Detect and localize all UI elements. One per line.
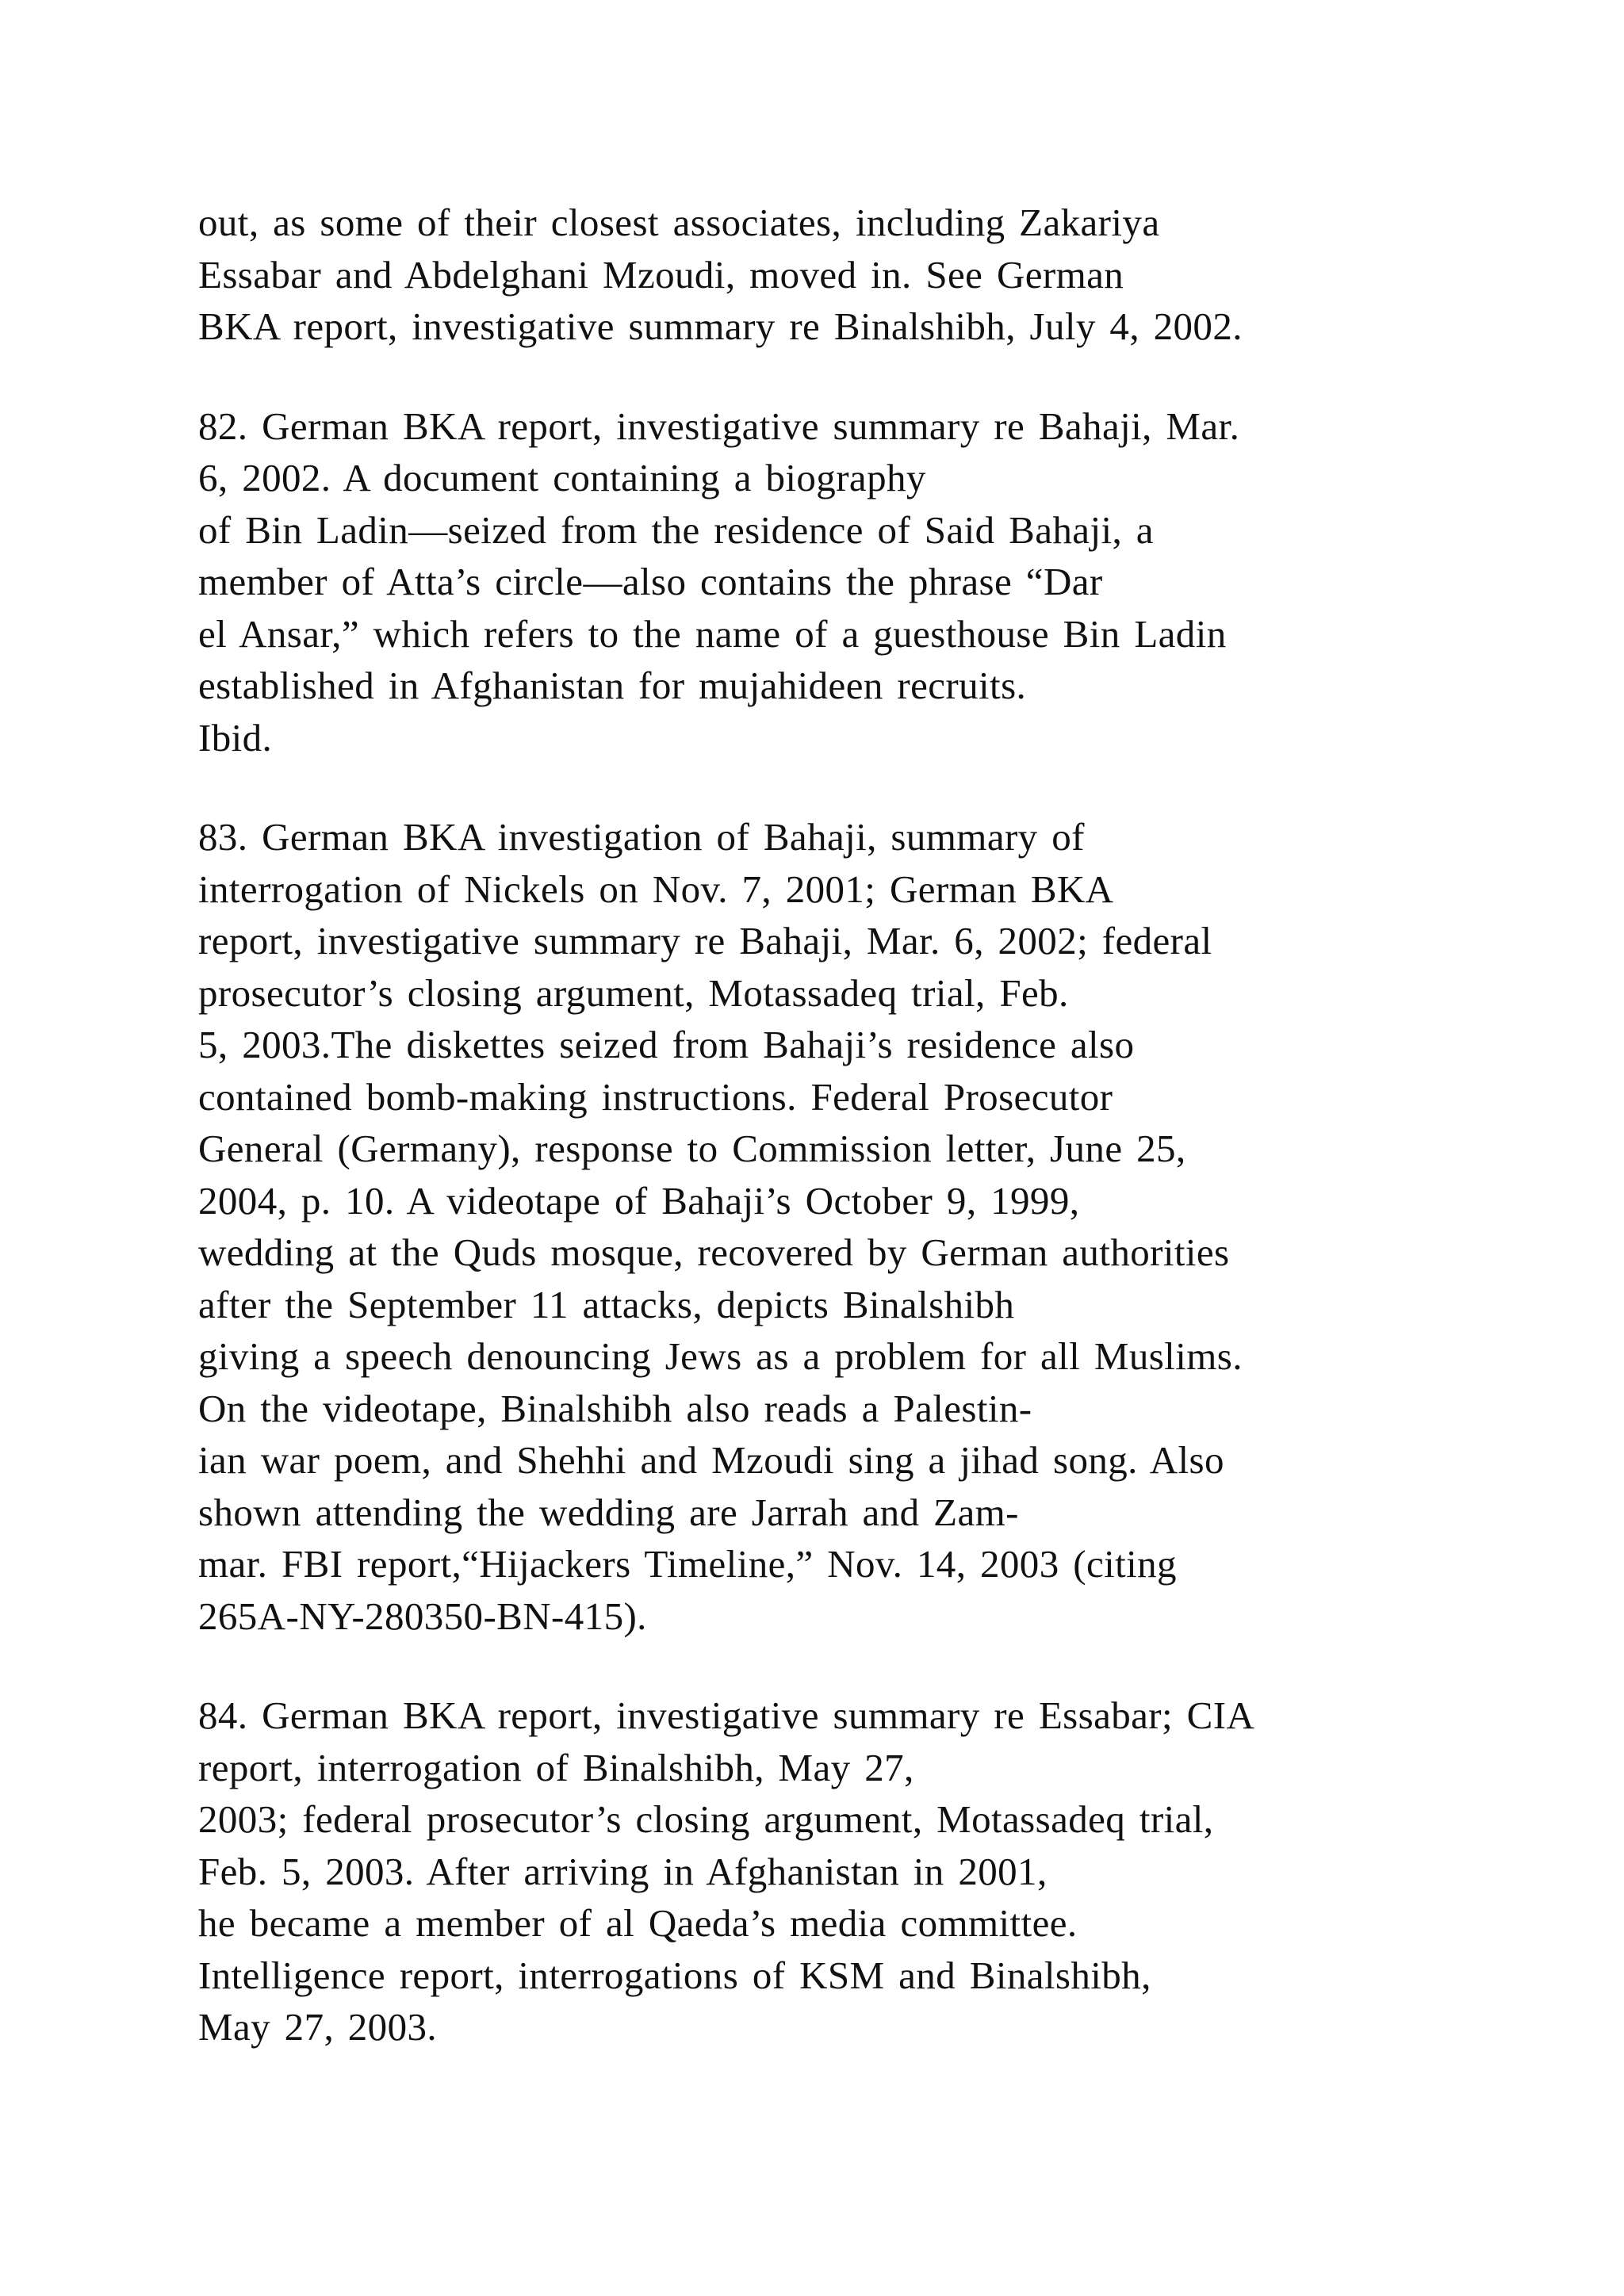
- text-line: 82. German BKA report, investigative summary re Bahaji, Mar.: [198, 404, 1240, 448]
- text-line: Intelligence report, interrogations of KSM and Binalshibh,: [198, 1953, 1151, 1997]
- text-line: ian war poem, and Shehhi and Mzoudi sing a jihad song. Also: [198, 1438, 1224, 1482]
- text-line: contained bomb-making instructions. Federal Prosecutor: [198, 1074, 1113, 1119]
- text-line: General (Germany), response to Commission letter, June 25,: [198, 1127, 1186, 1170]
- text-line: 5, 2003.The diskettes seized from Bahaji’s residence also: [198, 1023, 1135, 1066]
- text-line: established in Afghanistan for mujahideen recruits.: [198, 664, 1027, 707]
- text-line: wedding at the Quds mosque, recovered by German authorities: [198, 1230, 1230, 1274]
- text-line: 84. German BKA report, investigative summary re Essabar; CIA: [198, 1693, 1255, 1737]
- text-line: 2003; federal prosecutor’s closing argument, Motassadeq trial,: [198, 1797, 1214, 1841]
- text-line: report, interrogation of Binalshibh, May 27,: [198, 1745, 914, 1789]
- text-line: On the videotape, Binalshibh also reads a Palestin-: [198, 1386, 1032, 1430]
- text-line: 6, 2002. A document containing a biography: [198, 456, 926, 499]
- text-line: of Bin Ladin—seized from the residence of Said Bahaji, a: [198, 507, 1154, 552]
- text-line: interrogation of Nickels on Nov. 7, 2001; German BKA: [198, 867, 1114, 911]
- text-line: out, as some of their closest associates, including Zakariya: [198, 201, 1160, 244]
- text-line: report, investigative summary re Bahaji, Mar. 6, 2002; federal: [198, 919, 1212, 962]
- endnote-82: [198, 400, 1546, 764]
- text-line: after the September 11 attacks, depicts Binalshibh: [198, 1282, 1015, 1326]
- document-page: [198, 197, 1546, 2101]
- text-line: el Ansar,” which refers to the name of a guesthouse Bin Ladin: [198, 611, 1227, 656]
- text-line: 265A-NY-280350-BN-415).: [198, 1594, 647, 1638]
- text-line: Feb. 5, 2003. After arriving in Afghanistan in 2001,: [198, 1849, 1048, 1893]
- endnote-84: [198, 1689, 1546, 2053]
- text-line: mar. FBI report,“Hijackers Timeline,” Nov. 14, 2003 (citing: [198, 1542, 1177, 1586]
- text-line: shown attending the wedding are Jarrah and Zam-: [198, 1490, 1019, 1534]
- text-line: Ibid.: [198, 715, 273, 760]
- text-line: member of Atta’s circle—also contains the phrase “Dar: [198, 560, 1103, 603]
- text-line: 2004, p. 10. A videotape of Bahaji’s October 9, 1999,: [198, 1178, 1080, 1223]
- endnote-83: [198, 811, 1546, 1642]
- text-line: May 27, 2003.: [198, 2005, 438, 2049]
- text-line: BKA report, investigative summary re Binalshibh, July 4, 2002.: [198, 304, 1243, 348]
- text-line: prosecutor’s closing argument, Motassadeq trial, Feb.: [198, 970, 1069, 1015]
- endnote-81-continued: [198, 197, 1546, 353]
- text-line: Essabar and Abdelghani Mzoudi, moved in. See German: [198, 252, 1124, 297]
- text-line: he became a member of al Qaeda’s media committee.: [198, 1901, 1078, 1945]
- text-line: giving a speech denouncing Jews as a problem for all Muslims.: [198, 1334, 1243, 1378]
- text-line: 83. German BKA investigation of Bahaji, summary of: [198, 815, 1085, 859]
